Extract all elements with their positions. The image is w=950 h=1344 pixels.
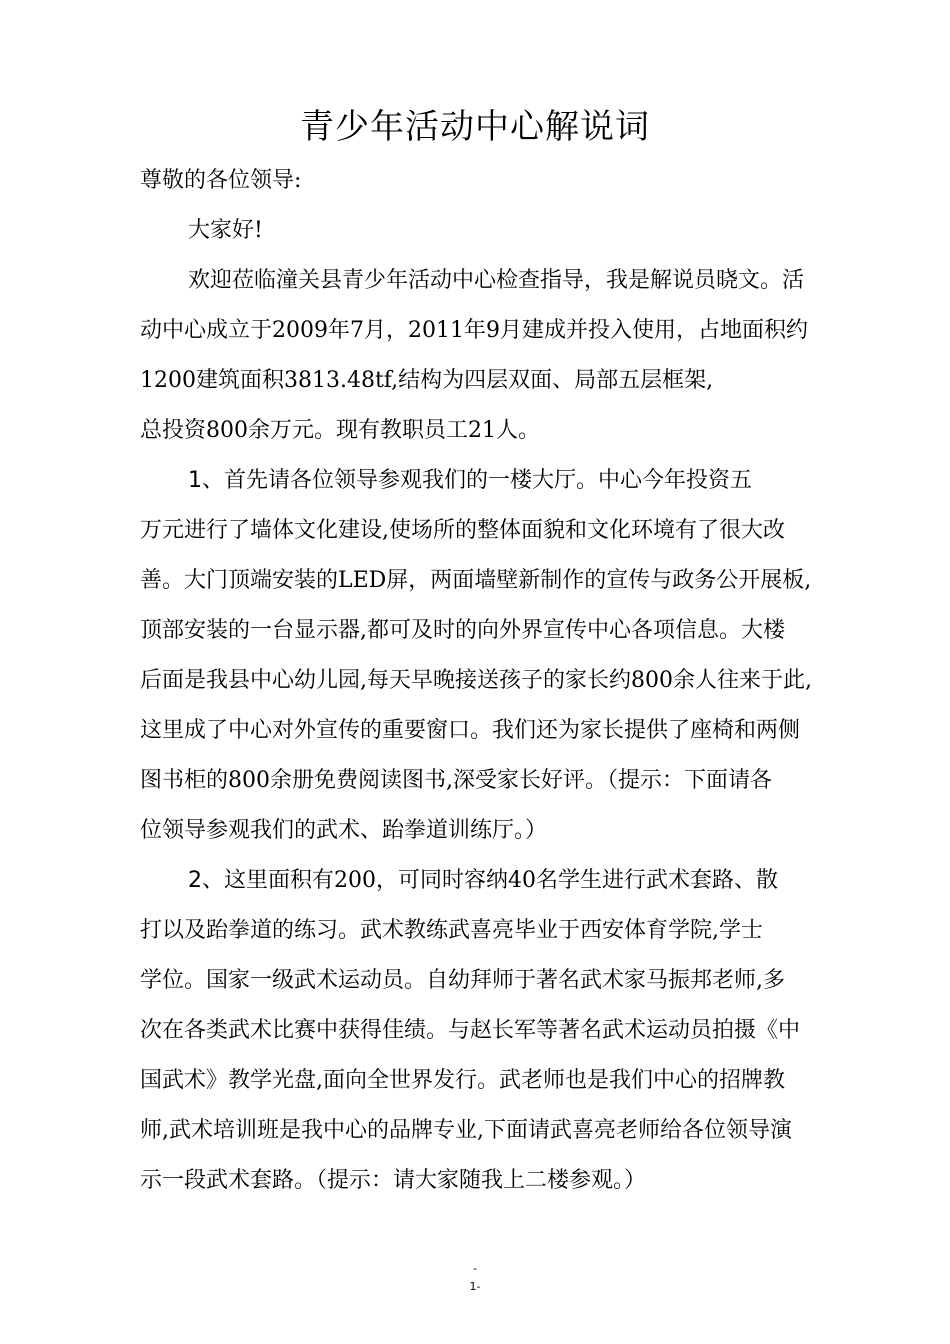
section2-number: 2、 — [188, 868, 224, 893]
section1-hint-text: 下面请各 — [684, 768, 773, 793]
section2-line-5: 国武术》教学光盘,面向全世界发行。武老师也是我们中心的招牌教 — [140, 1068, 785, 1093]
section1-line-6: 这里成了中心对外宣传的重要窗口。我们还为家长提供了座椅和两侧 — [140, 718, 801, 743]
section1-line-1 — [188, 466, 752, 496]
section1-line-7 — [140, 766, 772, 796]
section2-line-4: 次在各类武术比赛中获得佳绩。与赵长军等著名武术运动员拍摄《中 — [140, 1018, 801, 1043]
section2-line-6: 师,武术培训班是我中心的品牌专业,下面请武喜亮老师给各位领导演 — [140, 1118, 792, 1143]
section1-heading: 1、首先请各位领导参观我们的一楼大厅。 — [188, 468, 598, 493]
section1-line-8: 位领导参观我们的武术、跆拳道训练厅。） — [140, 818, 548, 843]
greeting: 尊敬的各位领导: — [140, 168, 302, 193]
section2-line-1-text: 这里面积有200，可同时容纳40名学生进行武术套路、散 — [224, 868, 778, 893]
page-number: 1- — [469, 1280, 481, 1293]
coach-name: 武术教练武喜亮 — [360, 918, 515, 943]
section2-line-7 — [140, 1166, 646, 1196]
intro-line-2: 动中心成立于2009年7月，2011年9月建成并投入使用，占地面积约 — [140, 318, 808, 343]
hint-label: 提示： — [327, 1168, 394, 1193]
intro-line-4: 总投资800余万元。现有教职员工21人。 — [140, 418, 540, 443]
intro-line-3: 1200建筑面积3813.48tf,结构为四层双面、局部五层框架, — [140, 368, 714, 393]
section2-line-1 — [188, 866, 778, 896]
section2-hint-text: 请大家随我上二楼参观。） — [393, 1168, 647, 1193]
footer-dash: - — [473, 1262, 477, 1275]
page-title: 青少年活动中心解说词 — [300, 107, 650, 147]
section2-line-2-rest: 毕业于西安体育学院,学士 — [514, 918, 764, 943]
section2-line-2 — [140, 916, 763, 946]
section1-line-4: 顶部安装的一台显示器,都可及时的向外界宣传中心各项信息。大楼 — [140, 618, 785, 643]
section1-line-5: 后面是我县中心幼儿园,每天早晚接送孩子的家长约800余人往来于此, — [140, 668, 812, 693]
section2-line-3: 学位。国家一级武术运动员。自幼拜师于著名武术家马振邦老师,多 — [140, 968, 785, 993]
section1-line-7-text: 图书柜的800余册免费阅读图书,深受家长好评。（ — [140, 768, 618, 793]
section1-line-3: 善。大门顶端安装的LED屏，两面墙壁新制作的宣传与政务公开展板, — [140, 568, 812, 593]
hello-line: 大家好! — [188, 218, 263, 243]
section1-line-1-rest: 中心今年投资五 — [598, 468, 753, 493]
hint-label: 提示： — [618, 768, 685, 793]
intro-line-1: 欢迎莅临潼关县青少年活动中心检查指导，我是解说员晓文。活 — [188, 268, 805, 293]
section2-line-2-text: 打以及跆拳道的练习。 — [140, 918, 361, 943]
section2-last-text: 示一段武术套路。（ — [140, 1168, 328, 1193]
section1-line-2: 万元进行了墙体文化建设,使场所的整体面貌和文化环境有了很大改 — [140, 518, 785, 543]
